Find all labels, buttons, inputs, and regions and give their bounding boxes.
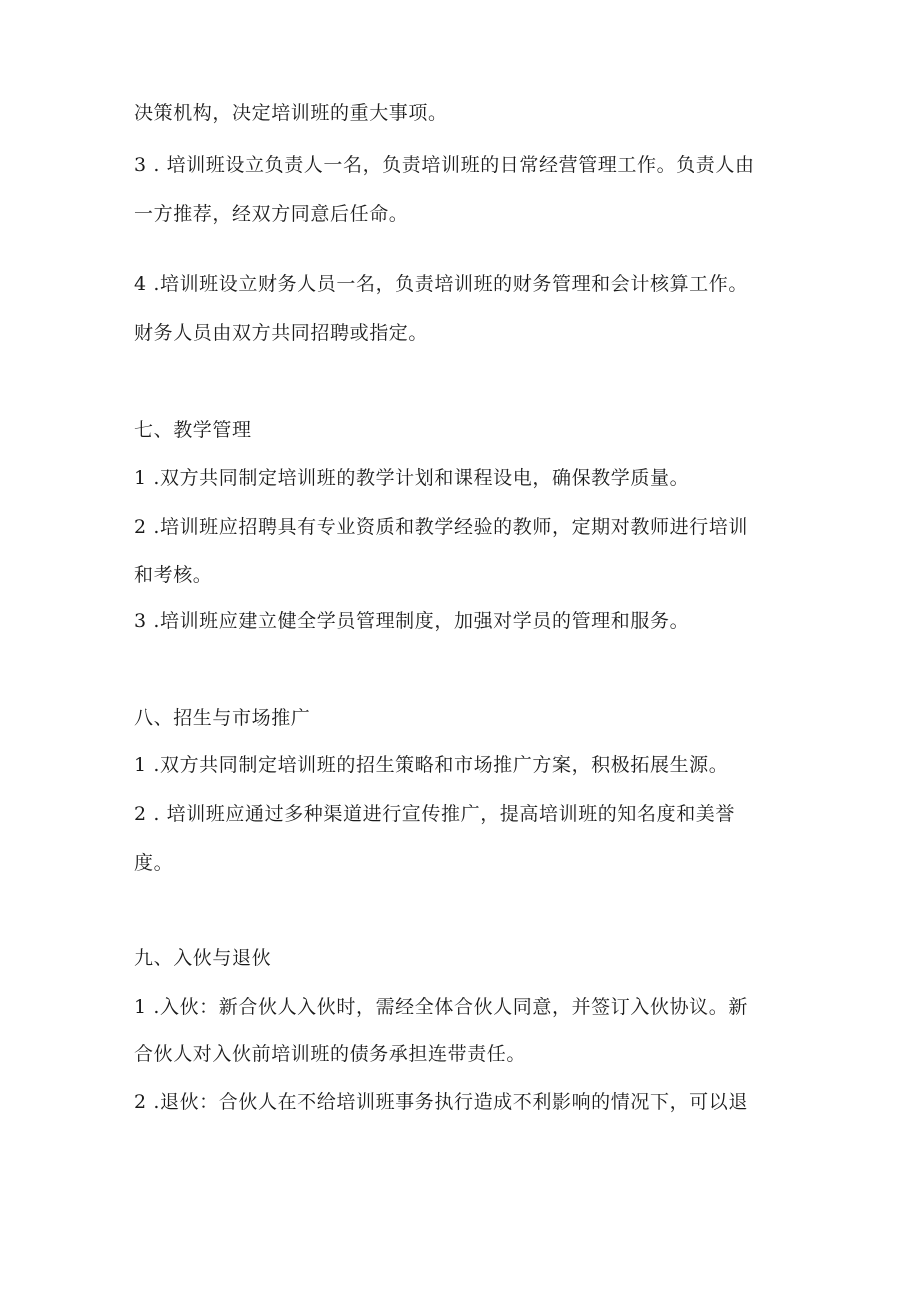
section-heading: 七、教学管理 [134, 419, 252, 441]
text-line: 财务人员由双方共同招聘或指定。 [134, 322, 429, 344]
text-line: 1 .双方共同制定培训班的教学计划和课程设电，确保教学质量。 [134, 467, 690, 489]
text-line: 一方推荐，经双方同意后任命。 [134, 203, 409, 225]
section-heading: 九、入伙与退伙 [134, 947, 272, 969]
text-line: 4 .培训班设立财务人员一名，负责培训班的财务管理和会计核算工作。 [134, 273, 748, 295]
text-line: 3 . 培训班设立负责人一名，负责培训班的日常经营管理工作。负责人由 [134, 154, 755, 176]
text-line: 2 . 培训班应通过多种渠道进行宣传推广，提高培训班的知名度和美誉 [134, 803, 736, 825]
text-line: 1 .入伙：新合伙人入伙时，需经全体合伙人同意，并签订入伙协议。新 [134, 996, 748, 1018]
text-line: 2 .退伙：合伙人在不给培训班事务执行造成不利影响的情况下，可以退 [134, 1091, 748, 1113]
text-line: 2 .培训班应招聘具有专业资质和教学经验的教师，定期对教师进行培训 [134, 516, 748, 538]
text-line: 和考核。 [134, 564, 213, 586]
text-line: 度。 [134, 852, 174, 874]
section-heading: 八、招生与市场推广 [134, 707, 311, 729]
text-line: 1 .双方共同制定培训班的招生策略和市场推广方案，积极拓展生源。 [134, 754, 729, 776]
text-line: 3 .培训班应建立健全学员管理制度，加强对学员的管理和服务。 [134, 610, 690, 632]
text-line: 决策机构，决定培训班的重大事项。 [134, 102, 448, 124]
text-line: 合伙人对入伙前培训班的债务承担连带责任。 [134, 1043, 527, 1065]
